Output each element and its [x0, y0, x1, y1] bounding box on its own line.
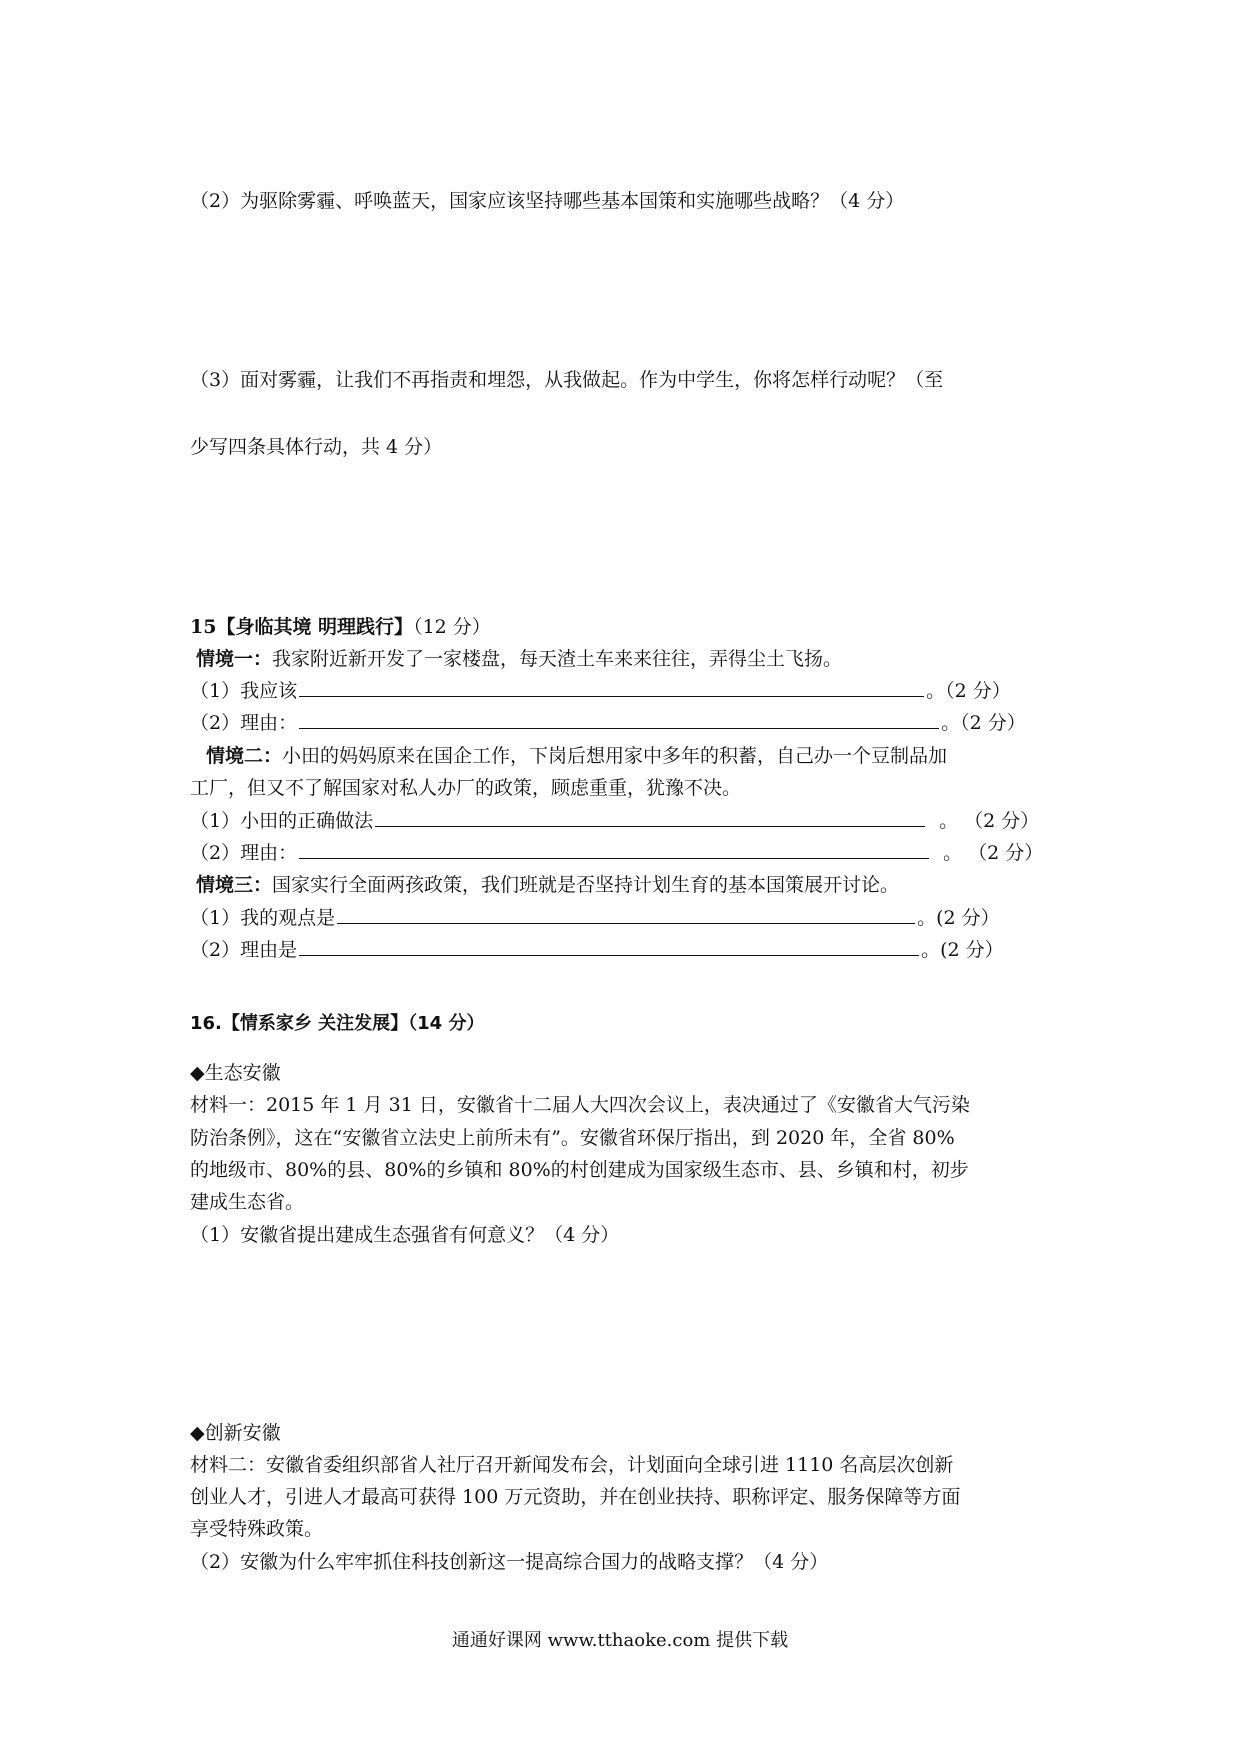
q14-sub3-line2: 少写四条具体行动，共 4 分）: [190, 436, 443, 458]
scene2-q2: [190, 838, 1043, 868]
scene1-q1-prompt: （1）我应该: [190, 680, 298, 702]
scene3-q2-end: 。(2 分）: [921, 939, 1004, 961]
scene2-q1: [190, 806, 1039, 836]
page-footer: 通通好课网 www.tthaoke.com 提供下载: [451, 1630, 789, 1651]
q14-sub2: （2）为驱除雾霾、呼唤蓝天，国家应该坚持哪些基本国策和实施哪些战略？（4 分）: [190, 190, 905, 212]
scene2-text-line2: 工厂，但又不了解国家对私人办厂的政策，顾虑重重，犹豫不决。: [190, 777, 742, 799]
scene3-q2-prompt: （2）理由是: [190, 939, 298, 961]
scene1-q1: [190, 676, 1011, 706]
scene2-q2-end: 。 （2 分）: [943, 842, 1044, 864]
scene3-q1-end: 。(2 分）: [917, 907, 1000, 929]
q15-points: （12 分）: [413, 616, 491, 638]
q15-scene3: [196, 870, 899, 900]
q16-material1-line2: 防治条例》，这在“安徽省立法史上前所未有”。安徽省环保厅指出，到 2020 年，全省 80%: [190, 1127, 955, 1149]
scene1-text: 我家附近新开发了一家楼盘，每天渣土车来来往往，弄得尘土飞扬。: [272, 648, 843, 670]
scene3-q2: [190, 935, 1004, 965]
scene2-q1-end: 。 （2 分）: [939, 810, 1040, 832]
scene3-label: 情境三：: [196, 874, 273, 896]
scene3-q1: [190, 903, 1000, 933]
scene2-text-line1: 小田的妈妈原来在国企工作，下岗后想用家中多年的积蓄，自己办一个豆制品加: [282, 745, 948, 767]
q15-title: 15【身临其境 明理践行】: [190, 616, 414, 638]
q15-scene1: [196, 644, 842, 674]
scene1-q1-blank[interactable]: [299, 695, 924, 697]
q16-title: 16.【情系家乡 关注发展】（14 分）: [190, 1013, 485, 1034]
scene1-q2: [190, 708, 1026, 738]
q16-material2-line2: 创业人才，引进人才最高可获得 100 万元资助，并在创业扶持、职称评定、服务保障等方面: [190, 1486, 961, 1508]
q16-material1-line1: 材料一：2015 年 1 月 31 日，安徽省十二届人大四次会议上，表决通过了《安徽省大气污染: [190, 1094, 970, 1116]
q16-section2-heading: ◆创新安徽: [190, 1422, 281, 1444]
q16-material1-line3: 的地级市、80%的县、80%的乡镇和 80%的村创建成为国家级生态市、县、乡镇和村，初步: [190, 1159, 969, 1181]
scene2-label: 情境二：: [206, 745, 283, 767]
scene1-label: 情境一：: [196, 648, 273, 670]
scene1-q1-end: 。（2 分）: [926, 680, 1011, 702]
q14-sub3-line1: （3）面对雾霾，让我们不再指责和埋怨，从我做起。作为中学生，你将怎样行动呢？（至: [190, 369, 944, 391]
scene2-q2-prompt: （2）理由：: [190, 842, 298, 864]
q16-sub2: （2）安徽为什么牢牢抓住科技创新这一提高综合国力的战略支撑？（4 分）: [190, 1551, 829, 1573]
q15-scene2-line1: [206, 741, 947, 771]
scene3-text: 国家实行全面两孩政策，我们班就是否坚持计划生育的基本国策展开讨论。: [272, 874, 900, 896]
q15-heading: [190, 612, 491, 642]
scene3-q1-blank[interactable]: [337, 922, 915, 924]
q16-material2-line1: 材料二：安徽省委组织部省人社厅召开新闻发布会，计划面向全球引进 1110 名高层次创新: [190, 1454, 954, 1476]
q16-material2-line3: 享受特殊政策。: [190, 1518, 324, 1540]
scene1-q2-prompt: （2）理由：: [190, 712, 298, 734]
q16-material1-line4: 建成生态省。: [190, 1191, 305, 1213]
scene3-q2-blank[interactable]: [299, 954, 919, 956]
q16-sub1: （1）安徽省提出建成生态强省有何意义？（4 分）: [190, 1224, 620, 1246]
scene1-q2-end: 。（2 分）: [941, 712, 1026, 734]
scene2-q1-prompt: （1）小田的正确做法: [190, 810, 374, 832]
scene3-q1-prompt: （1）我的观点是: [190, 907, 336, 929]
q16-section1-heading: ◆生态安徽: [190, 1062, 281, 1084]
scene2-q2-blank[interactable]: [299, 857, 929, 859]
scene2-q1-blank[interactable]: [375, 825, 925, 827]
scene1-q2-blank[interactable]: [299, 727, 939, 729]
